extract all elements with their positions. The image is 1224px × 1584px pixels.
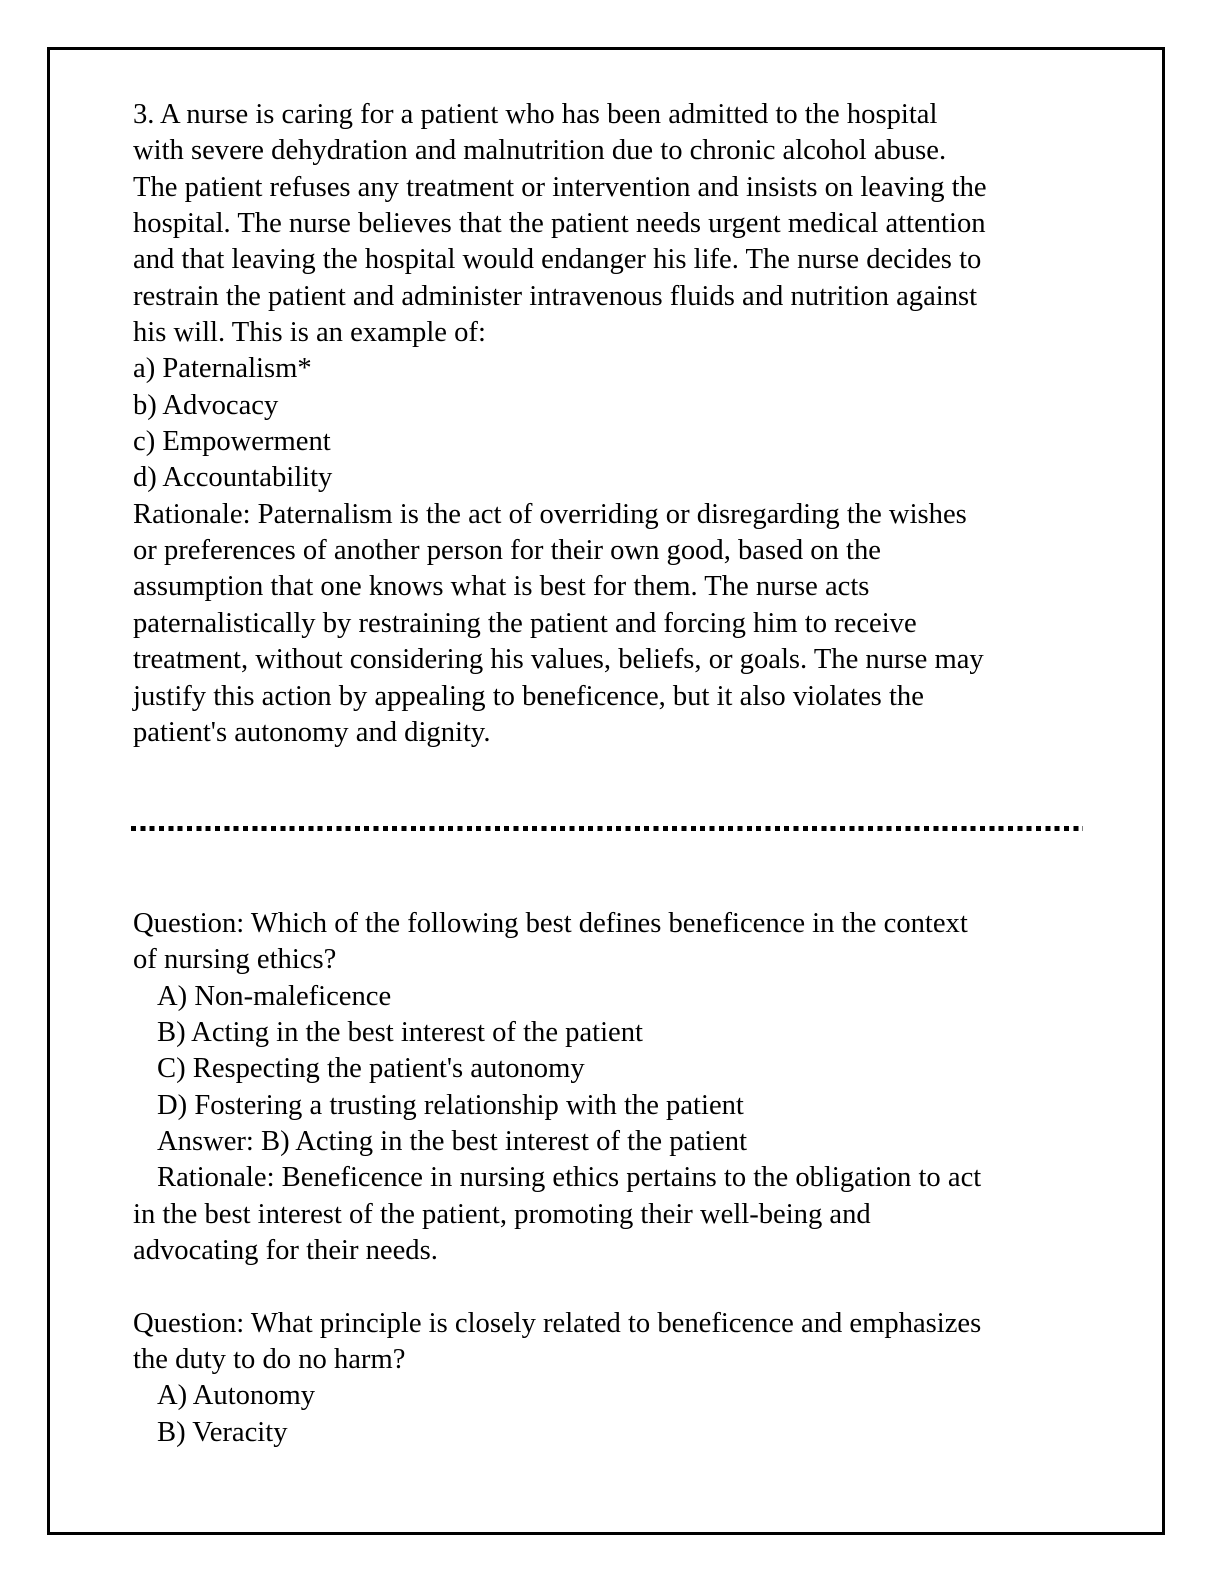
dotted-separator	[131, 826, 1083, 831]
question-2-option-a: A) Non-maleficence	[157, 980, 392, 1012]
question-2-answer: Answer: B) Acting in the best interest of the patient	[157, 1126, 748, 1158]
question-1-stem-line: restrain the patient and administer intravenous fluids and nutrition against	[133, 280, 978, 312]
question-3-option-b: B) Veracity	[157, 1416, 288, 1448]
question-2-option-c: C) Respecting the patient's autonomy	[157, 1053, 585, 1085]
question-1-stem-line: The patient refuses any treatment or intervention and insists on leaving the	[133, 171, 987, 203]
question-1-stem-line: with severe dehydration and malnutrition due to chronic alcohol abuse.	[133, 135, 947, 167]
question-1-option-b: b) Advocacy	[133, 389, 279, 421]
question-2-rationale-line: Rationale: Beneficence in nursing ethics pertains to the obligation to act	[157, 1162, 982, 1194]
question-1-stem-line: and that leaving the hospital would endanger his life. The nurse decides to	[133, 244, 982, 276]
question-2-option-b: B) Acting in the best interest of the patient	[157, 1017, 643, 1049]
question-2-rationale-line: in the best interest of the patient, promoting their well-being and	[133, 1198, 871, 1230]
question-1-rationale-line: or preferences of another person for their own good, based on the	[133, 535, 881, 567]
question-2-3-block	[133, 906, 1093, 1451]
question-2-stem-line: of nursing ethics?	[133, 944, 337, 976]
question-3-option-a: A) Autonomy	[157, 1380, 316, 1412]
question-1-option-c: c) Empowerment	[133, 426, 331, 458]
question-2	[133, 906, 1093, 1269]
question-2-rationale-line: advocating for their needs.	[133, 1235, 438, 1267]
question-1-rationale-line: patient's autonomy and dignity.	[133, 716, 491, 748]
question-1-option-a: a) Paternalism*	[133, 353, 312, 385]
question-1-stem-line: hospital. The nurse believes that the patient needs urgent medical attention	[133, 208, 986, 240]
question-1-rationale-line: paternalistically by restraining the patient and forcing him to receive	[133, 607, 917, 639]
question-1-stem-line: his will. This is an example of:	[133, 317, 486, 349]
question-1-option-d: d) Accountability	[133, 462, 333, 494]
question-1-rationale-line: treatment, without considering his values, beliefs, or goals. The nurse may	[133, 644, 984, 676]
question-1-rationale-line: assumption that one knows what is best for them. The nurse acts	[133, 571, 870, 603]
question-1-stem-line: 3. A nurse is caring for a patient who has been admitted to the hospital	[133, 99, 938, 130]
question-3-stem-line: Question: What principle is closely related to beneficence and emphasizes	[133, 1307, 982, 1339]
paragraph-gap	[133, 1269, 1093, 1305]
question-2-option-d: D) Fostering a trusting relationship with the patient	[157, 1089, 744, 1121]
question-2-stem-line: Question: Which of the following best defines beneficence in the context	[133, 908, 968, 939]
question-1-rationale-line: Rationale: Paternalism is the act of overriding or disregarding the wishes	[133, 498, 967, 530]
question-1-rationale-line: justify this action by appealing to beneficence, but it also violates the	[133, 680, 924, 712]
question-3	[133, 1306, 1093, 1451]
question-1-block	[133, 97, 1093, 751]
question-3-stem-line: the duty to do no harm?	[133, 1344, 406, 1376]
